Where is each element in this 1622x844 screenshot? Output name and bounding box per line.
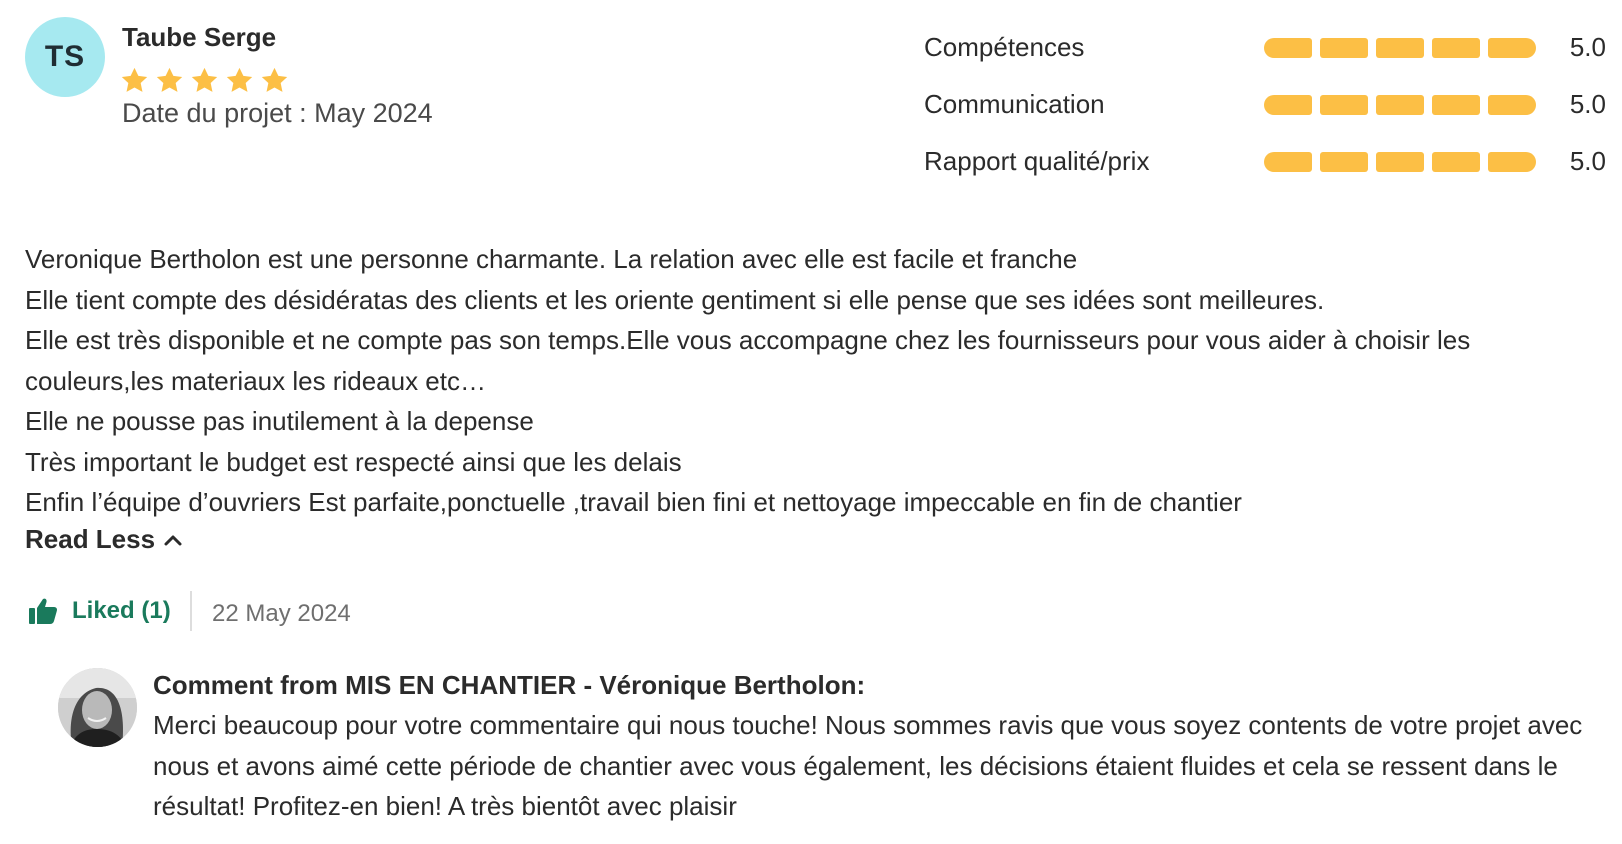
reply-author-avatar <box>58 668 137 747</box>
rating-label: Rapport qualité/prix <box>924 146 1150 176</box>
reply-author: Comment from MIS EN CHANTIER - Véronique Bertholon: <box>153 670 866 700</box>
rating-value: 5.0 <box>1569 146 1606 176</box>
rating-bar-segment <box>1264 152 1312 172</box>
rating-bar-segment <box>1376 95 1424 115</box>
rating-bar-segment <box>1376 38 1424 58</box>
star-rating <box>120 66 289 95</box>
review-date: 22 May 2024 <box>212 600 351 627</box>
review-line: Elle tient compte des désidératas des clients et les oriente gentiment si elle pense que ses idées sont meilleures. <box>25 284 1325 315</box>
star-icon <box>225 66 254 95</box>
like-button[interactable] <box>28 597 171 625</box>
reviewer-initials: TS <box>44 40 86 73</box>
star-icon <box>155 66 184 95</box>
rating-bar-segment <box>1320 95 1368 115</box>
rating-bar-segment <box>1432 95 1480 115</box>
review-line: Enfin l’équipe d’ouvriers Est parfaite,ponctuelle ,travail bien fini et nettoyage impeccable en fin de chantier <box>25 487 1242 517</box>
rating-bar-segment <box>1432 152 1480 172</box>
liked-label: Liked (1) <box>72 597 171 624</box>
chevron-up-icon <box>163 533 183 547</box>
reply-text: Merci beaucoup pour votre commentaire qui nous touche! Nous sommes ravis que vous soyez contents de votre projet avec nous et avons aimé cette période de chantier avec vous également, les décisions étaient fluides et cela se ressent dans le résultat! Profitez-en bien! A très bientôt avec plaisir <box>153 710 1583 821</box>
read-less-label: Read Less <box>25 524 156 554</box>
star-icon <box>120 66 149 95</box>
rating-bar-segment <box>1264 95 1312 115</box>
rating-bar <box>1264 95 1536 115</box>
rating-bar <box>1264 38 1536 58</box>
footer-divider <box>190 591 192 631</box>
rating-value: 5.0 <box>1569 89 1606 119</box>
read-less-button[interactable] <box>25 524 183 555</box>
review-line: Elle est très disponible et ne compte pas son temps.Elle vous accompagne chez les fournisseurs pour vous aider à choisir les couleurs,les materiaux les rideaux etc… <box>25 325 1471 396</box>
rating-bar-segment <box>1488 95 1536 115</box>
star-icon <box>260 66 289 95</box>
project-date: Date du projet : May 2024 <box>122 98 433 128</box>
rating-bar-segment <box>1264 38 1312 58</box>
rating-value: 5.0 <box>1569 32 1606 62</box>
rating-bar-segment <box>1376 152 1424 172</box>
rating-row-value-for-money <box>924 142 1614 199</box>
rating-row-competences <box>924 28 1614 85</box>
rating-label: Communication <box>924 89 1105 119</box>
rating-bar-segment <box>1320 38 1368 58</box>
thumbs-up-icon <box>28 597 58 625</box>
reviewer-avatar <box>25 17 105 97</box>
rating-label: Compétences <box>924 32 1085 62</box>
review-line: Très important le budget est respecté ainsi que les delais <box>25 446 682 477</box>
reviewer-name: Taube Serge <box>122 22 277 52</box>
rating-bar-segment <box>1320 152 1368 172</box>
star-icon <box>190 66 219 95</box>
rating-bar-segment <box>1432 38 1480 58</box>
ratings-list <box>924 28 1614 199</box>
rating-bar-segment <box>1488 152 1536 172</box>
review-line: Veronique Bertholon est une personne charmante. La relation avec elle est facile et franche <box>25 244 1078 274</box>
review-line: Elle ne pousse pas inutilement à la depense <box>25 406 534 436</box>
review-text <box>25 239 1605 523</box>
rating-bar <box>1264 152 1536 172</box>
portrait-photo <box>58 668 137 747</box>
rating-bar-segment <box>1488 38 1536 58</box>
rating-row-communication <box>924 85 1614 142</box>
